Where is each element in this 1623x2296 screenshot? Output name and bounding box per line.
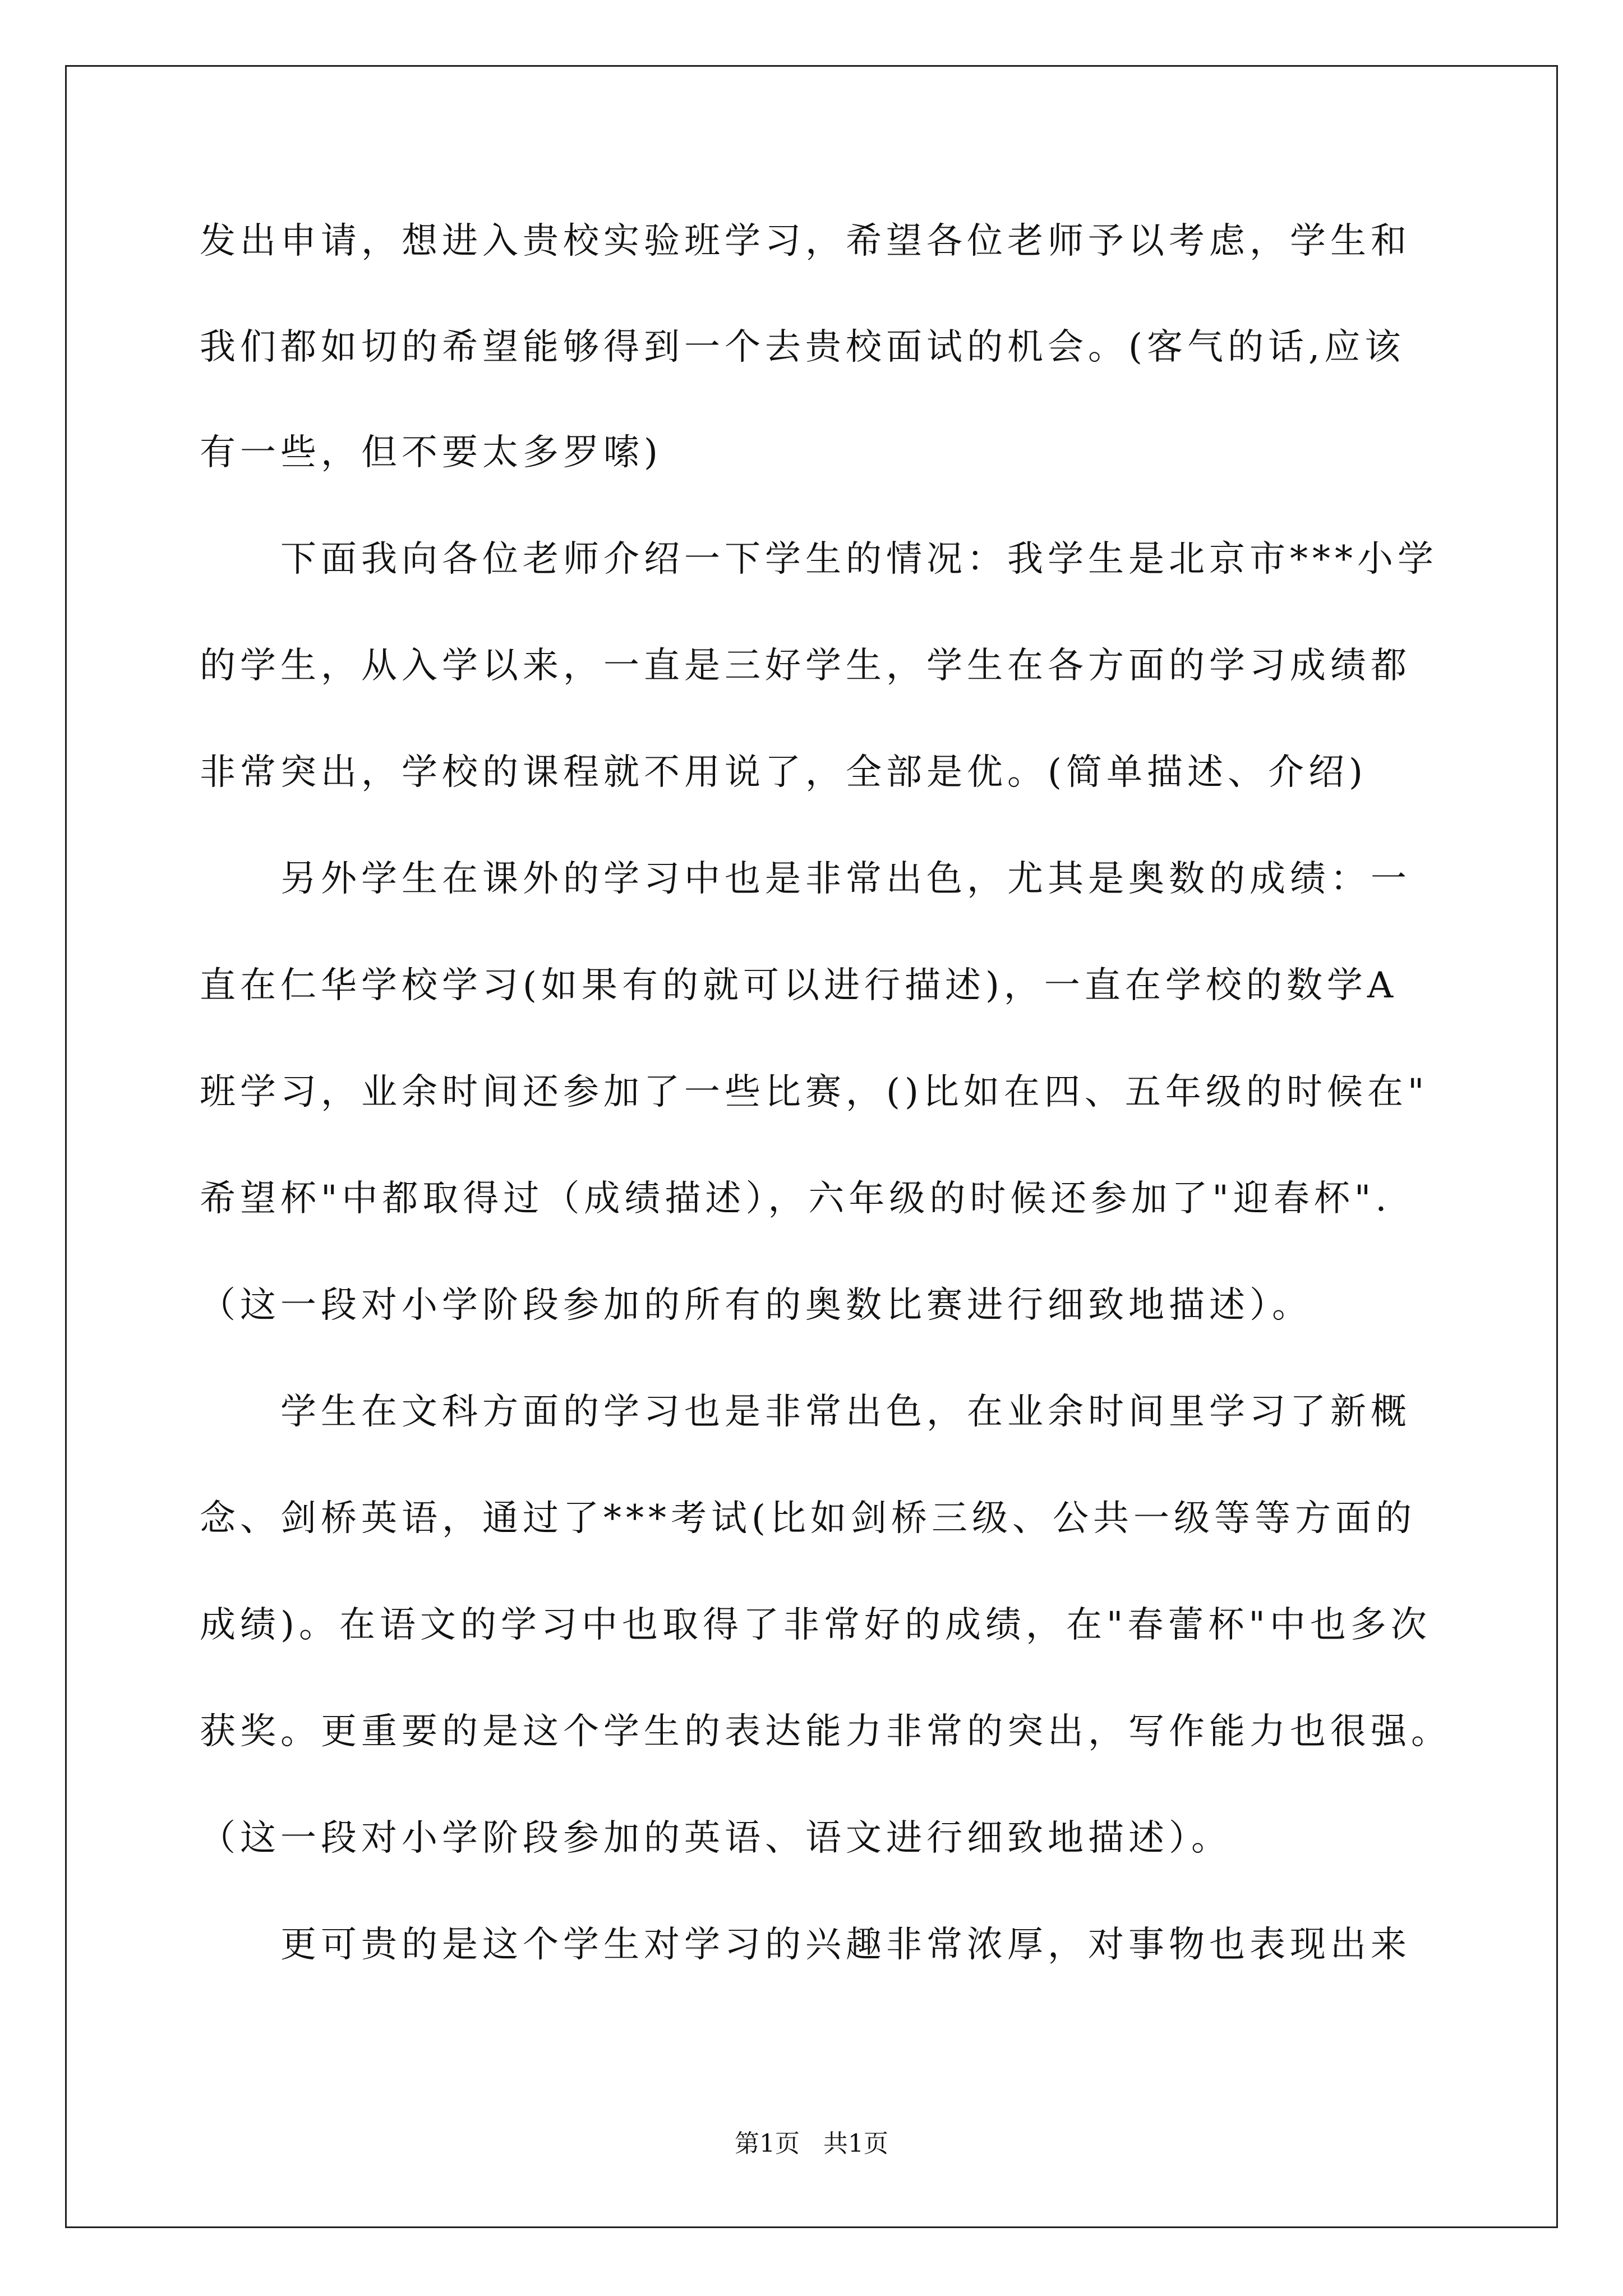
- text-line-16: （这一段对小学阶段参加的英语、语文进行细致地描述）。: [200, 1818, 1232, 1859]
- text-line-1: 发出申请，想进入贵校实验班学习，希望各位老师予以考虑，学生和: [200, 220, 1411, 262]
- text-line-13: 念、剑桥英语，通过了***考试(比如剑桥三级、公共一级等等方面的: [200, 1498, 1416, 1539]
- text-line-2: 我们都如切的希望能够得到一个去贵校面试的机会。(客气的话,应该: [200, 326, 1405, 368]
- text-line-4: 下面我向各位老师介绍一下学生的情况：我学生是北京市***小学: [280, 539, 1438, 580]
- text-line-3: 有一些，但不要太多罗嗦): [200, 432, 662, 473]
- text-line-14: 成绩)。在语文的学习中也取得了非常好的成绩，在"春蕾杯"中也多次: [200, 1604, 1431, 1646]
- text-line-9: 班学习，业余时间还参加了一些比赛，()比如在四、五年级的时候在": [200, 1071, 1429, 1113]
- text-line-6: 非常突出，学校的课程就不用说了，全部是优。(简单描述、介绍): [200, 752, 1367, 793]
- page-number-footer: 第1页 共1页: [735, 2129, 888, 2158]
- text-line-15: 获奖。更重要的是这个学生的表达能力非常的突出，写作能力也很强。: [200, 1711, 1451, 1752]
- page-border: [65, 65, 1558, 2228]
- text-line-11: （这一段对小学阶段参加的所有的奥数比赛进行细致地描述）。: [200, 1285, 1312, 1326]
- text-line-10: 希望杯"中都取得过（成绩描述），六年级的时候还参加了"迎春杯".: [200, 1178, 1391, 1220]
- text-line-12: 学生在文科方面的学习也是非常出色，在业余时间里学习了新概: [280, 1391, 1411, 1433]
- text-line-5: 的学生，从入学以来，一直是三好学生，学生在各方面的学习成绩都: [200, 645, 1411, 687]
- text-line-8: 直在仁华学校学习(如果有的就可以进行描述)，一直在学校的数学A: [200, 965, 1398, 1006]
- text-line-7: 另外学生在课外的学习中也是非常出色，尤其是奥数的成绩：一: [280, 858, 1411, 900]
- text-line-17: 更可贵的是这个学生对学习的兴趣非常浓厚，对事物也表现出来: [280, 1924, 1411, 1966]
